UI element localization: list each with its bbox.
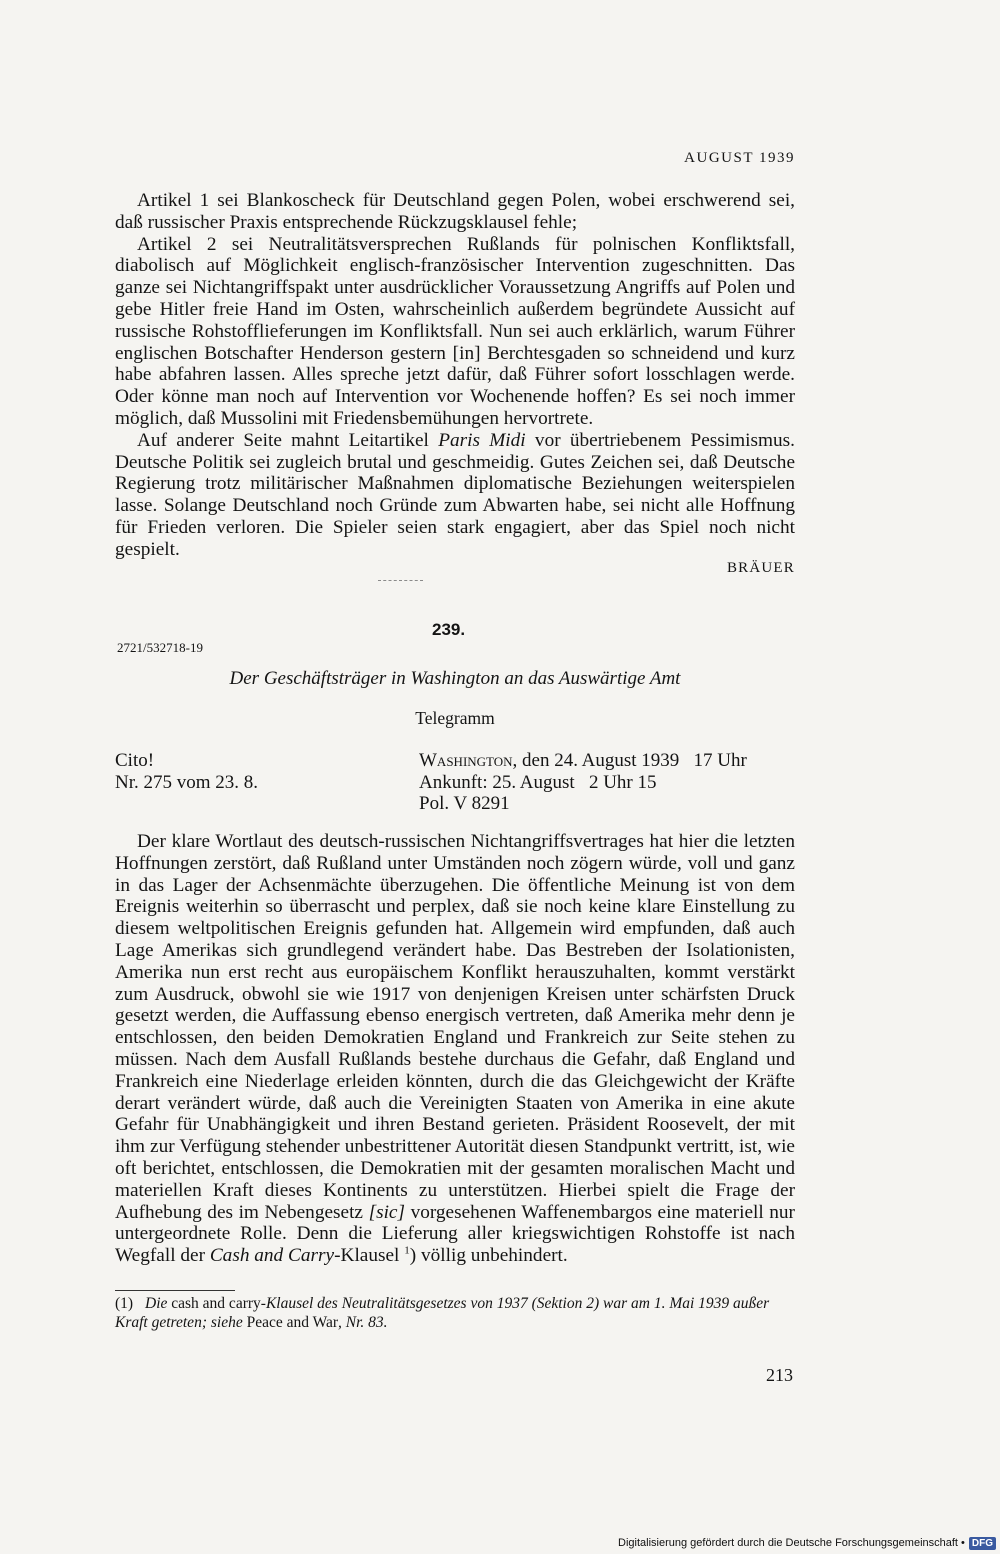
text-run: vorgesehenen Waffenembargos eine materiell nur untergeordnete Rolle. Denn die Lieferung aller kriegswichtigen Rohstoffe ist nach Wegfall der	[115, 1201, 795, 1267]
signature: BRÄUER	[726, 560, 795, 576]
place: Washington	[419, 750, 513, 771]
text-run: , Nr. 83.	[338, 1314, 388, 1331]
text-run: vor übertriebenem Pessimismus. Deutsche Politik sei zugleich brutal und geschmeidig. Gutes Zeichen sei, daß Deutsche Regierung trotz militärischer Maßnahmen diplomatische Beziehungen weiterspielen lasse. Solange Deutschland noch Gründe zum Abwarten habe, sei nicht alle Hoffnung für Frieden verloren. Die Spieler seien stark engagiert, aber das Spiel noch nicht gespielt.	[115, 429, 795, 560]
paragraph	[115, 430, 795, 561]
paragraph: Artikel 2 sei Neutralitätsversprechen Rußlands für polnischen Konfliktsfall, diabolisch auf Möglichkeit englisch-französischer Intervention zugeschnitten. Das ganze sei Nichtangriffspakt unter ausdrücklicher Voraussetzung Angriffs auf Polen und gebe Hitler freie Hand im Osten, wahrscheinlich außerdem begründete Aussicht auf russische Rohstofflieferungen im Konfliktsfall. Nun sei auch erklärlich, warum Führer englischen Botschafter Henderson gestern [in] Berchtesgaden so schneidend und kurz habe abfahren lassen. Alles spreche jetzt dafür, daß Führer sofort losschlagen werde. Oder könne man noch auf Intervention vor Wochenende hoffen? Es sei noch immer möglich, daß Mussolini mit Friedensbemühungen hervortrete.	[115, 233, 795, 429]
political-reference: Pol. V 8291	[419, 793, 510, 814]
publication-title: Peace and War	[246, 1314, 338, 1331]
date-line	[419, 750, 747, 772]
text-run: Auf anderer Seite mahnt Leitartikel	[137, 429, 439, 451]
sic-mark: [sic]	[368, 1201, 405, 1223]
text-run: cash and carry	[171, 1295, 261, 1312]
file-reference: 2721/532718-19	[117, 640, 203, 655]
footnote-rule	[115, 1290, 235, 1291]
paragraph: Artikel 1 sei Blankoscheck für Deutschland gegen Polen, wobei erschwerend sei, daß russischer Praxis entsprechende Rückzugsklausel fehle;	[115, 190, 795, 233]
arrival-line: Ankunft: 25. August 2 Uhr 15	[419, 771, 657, 793]
text-run: Der klare Wortlaut des deutsch-russischen Nichtangriffsvertrages hat hier die letzten Hoffnungen zerstört, daß Rußland unter Umständen noch zögern würde, voll und ganz in das Lager der Achsenmächte überzugehen. Die öffentliche Meinung ist von dem Ereignis weiterhin so überrascht und perplex, daß sie noch keine klare Einstellung zu diesem weltpolitischen Ereignis gefunden hat. Allgemein wird empfunden, daß auch Lage Amerikas sich grundlegend verändert habe. Das Bestreben der Isolationisten, Amerika nun erst recht aus europäischem Konflikt herauszuhalten, kommt verstärkt zum Ausdruck, obwohl sie wie 1917 von denjenigen Kreisen unter schärfsten Druck gesetzt werden, die Auffassung ebenso energisch vertreten, daß Amerika mehr denn je entschlossen, den beiden Demokratien England und Frankreich zur Seite stehen zu müssen. Nach dem Ausfall Rußlands bestehe durchaus die Gefahr, daß England und Frankreich eine Niederlage erleiden könnten, durch die das Gleichgewicht der Kräfte derart verändert würde, daß auch die Vereinigten Staaten von Amerika in eine akute Gefahr für Unabhängigkeit und ihren Bestand gerieten. Präsident Roosevelt, der mit ihm zur Verfügung stehender unbestrittener Autorität diesen Standpunkt vertritt, ist, wie oft berichtet, entschlossen, die Demokratien mit der gesamten moralischen Macht und materiellen Kraft dieses Kontinents zu unterstützen. Hierbei spielt die Frage der Aufhebung des im Nebengesetz	[115, 831, 795, 1223]
dfg-logo: DFG	[969, 1537, 996, 1550]
footnote-text	[115, 1295, 769, 1331]
funding-text: Digitalisierung gefördert durch die Deutsche Forschungsgemeinschaft •	[618, 1537, 965, 1549]
document-type: Telegramm	[415, 708, 495, 728]
section-divider	[378, 580, 423, 581]
footnote-reference: 1	[404, 1244, 410, 1257]
document-number: 239.	[432, 620, 466, 639]
footnote	[115, 1294, 795, 1332]
text-run: -Klausel des Neutralitätsgesetzes von 1937 (Sektion 2) war am 1. Mai 1939 außer Kraft getreten; siehe	[115, 1295, 770, 1331]
footnote-number: (1)	[115, 1295, 134, 1312]
date-time: , den 24. August 1939 17 Uhr	[512, 750, 747, 771]
funding-notice	[618, 1532, 1000, 1554]
document-heading: Der Geschäftsträger in Washington an das Auswärtige Amt	[229, 668, 681, 689]
running-head: AUGUST 1939	[684, 150, 795, 166]
telegram-meta-left	[115, 750, 258, 793]
text-run: ) völlig unbehindert.	[409, 1245, 568, 1267]
page-number: 213	[766, 1365, 793, 1385]
text-run: -Klausel	[334, 1245, 400, 1267]
cash-and-carry-term: Cash and Carry	[209, 1245, 335, 1267]
document-238-text	[115, 190, 795, 561]
newspaper-title: Paris Midi	[438, 429, 526, 451]
telegram-number: Nr. 275 vom 23. 8.	[115, 771, 259, 793]
urgency-mark: Cito!	[115, 750, 155, 771]
paragraph	[115, 831, 795, 1267]
text-run: Die	[145, 1295, 172, 1312]
document-239-text	[115, 831, 795, 1267]
telegram-meta-right	[419, 750, 747, 815]
